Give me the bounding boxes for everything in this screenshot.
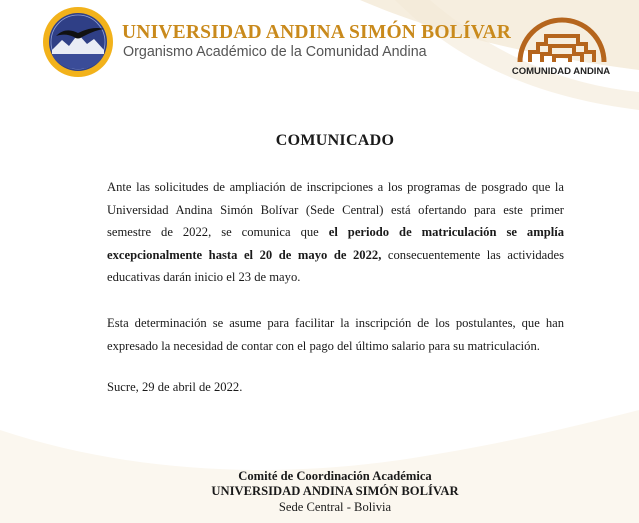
paragraph-extension — [107, 176, 564, 289]
paragraph-extension-continuation: consecuentemente las actividades educativas darán inicio el 23 de mayo. — [107, 247, 564, 284]
comunidad-andina-label: COMUNIDAD ANDINA — [511, 66, 611, 77]
university-name: UNIVERSIDAD ANDINA SIMÓN BOLÍVAR — [122, 22, 512, 43]
date-line: Sucre, 29 de abril de 2022. — [107, 380, 243, 394]
paragraph-extension-highlight: el periodo de matriculación se amplía excepcionalmente hasta el 20 de mayo de 2022, — [107, 225, 564, 262]
paragraph-rationale: Esta determinación se asume para facilitar la inscripción de los postulantes, que han expresado la necesidad de contar con el pago del último salario para su matriculación. — [107, 316, 564, 353]
document-title: COMUNICADO — [275, 132, 395, 149]
university-subtitle: Organismo Académico de la Comunidad Andina — [123, 44, 427, 60]
signature-location: Sede Central - Bolivia — [278, 500, 392, 514]
signature-committee: Comité de Coordinación Académica — [238, 469, 432, 483]
signature-university: UNIVERSIDAD ANDINA SIMÓN BOLÍVAR — [211, 484, 459, 498]
paragraph-extension-text: Ante las solicitudes de ampliación de inscripciones a los programas de posgrado que la Universidad Andina Simón Bolívar (Sede Central) está ofertando para este primer semestre de 2022, se comunica que — [107, 180, 564, 239]
